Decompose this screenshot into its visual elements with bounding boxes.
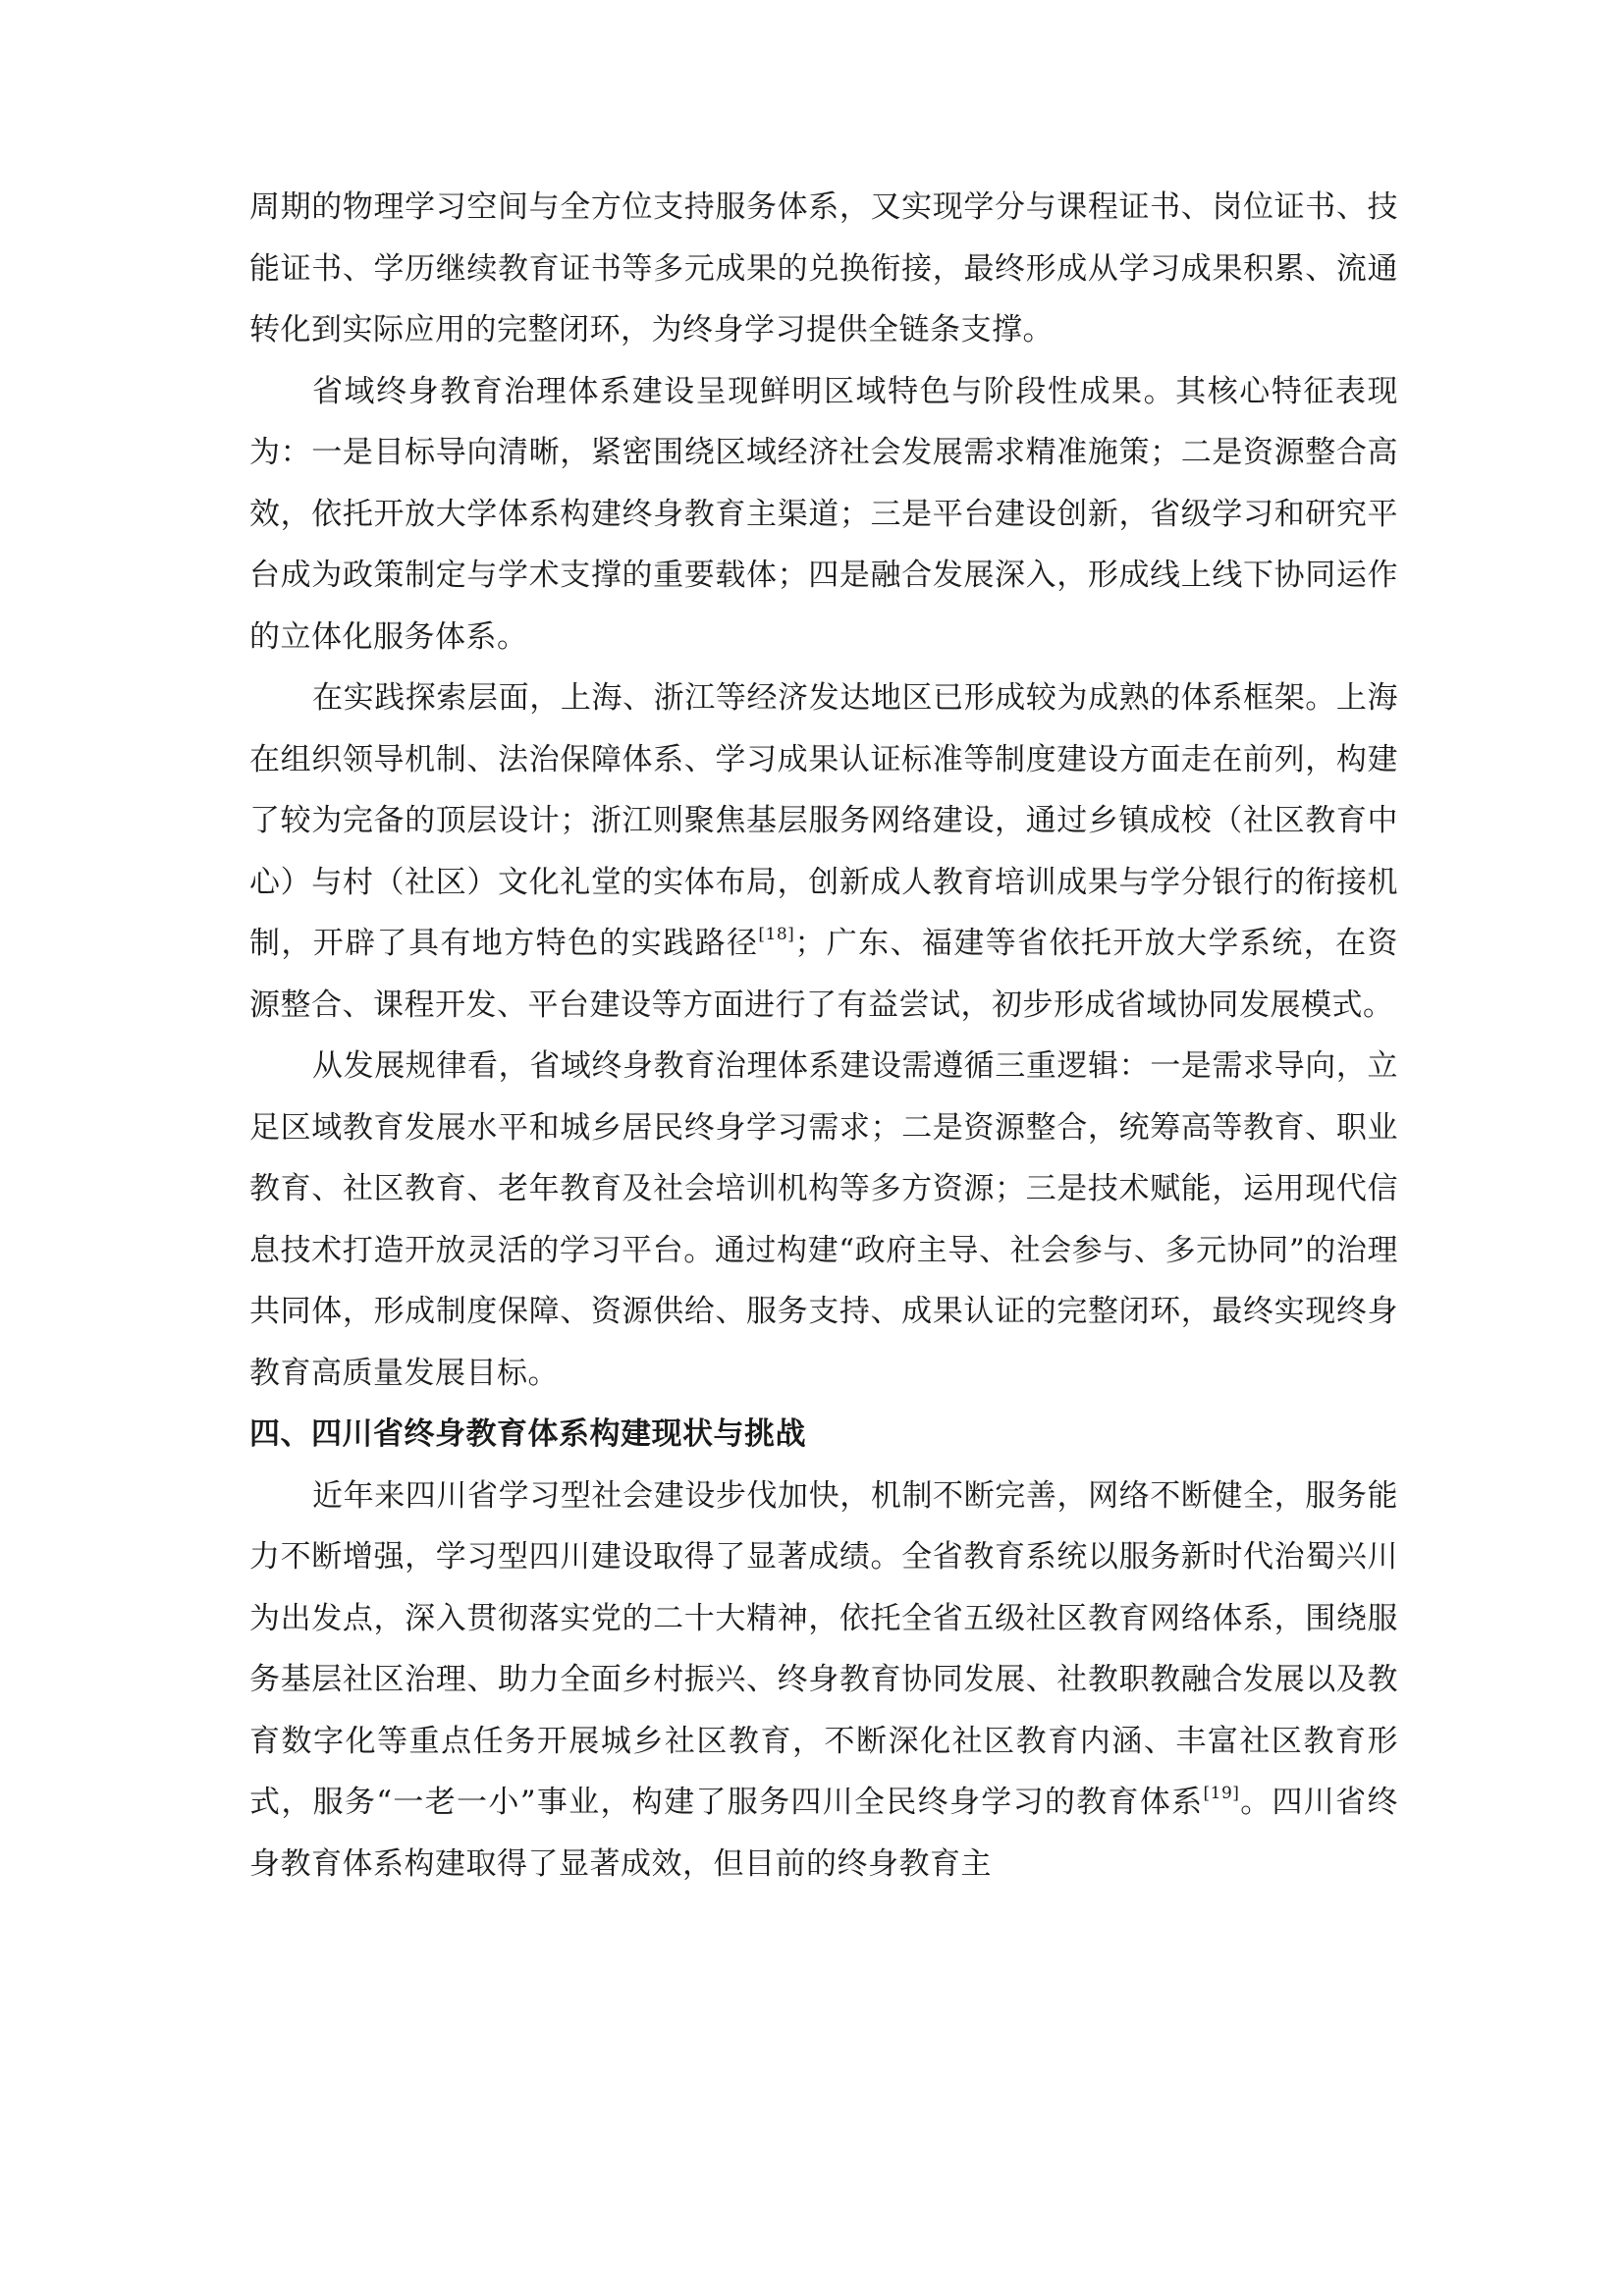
paragraph-p5 xyxy=(249,1466,1398,1896)
paragraph-p4 xyxy=(249,1036,1398,1404)
citation-reference: [19] xyxy=(1203,1784,1240,1803)
paragraph-text: 。四川省终身教育体系构建取得了显著成效，但目前的终身教育主 xyxy=(249,1785,1399,1882)
paragraph-text: 省域终身教育治理体系建设呈现鲜明区域特色与阶段性成果。其核心特征表现为：一是目标导向清晰，紧密围绕区域经济社会发展需求精准施策；二是资源整合高效，依托开放大学体系构建终身教育主渠道；三是平台建设创新，省级学习和研究平台成为政策制定与学术支撑的重要载体；四是融合发展深入，形成线上线下协同运作的立体化服务体系。 xyxy=(249,373,1398,655)
paragraph-text: 从发展规律看，省域终身教育治理体系建设需遵循三重逻辑：一是需求导向，立足区域教育发展水平和城乡居民终身学习需求；二是资源整合，统筹高等教育、职业教育、社区教育、老年教育及社会培训机构等多方资源；三是技术赋能，运用现代信息技术打造开放灵活的学习平台。通过构建“政府主导、社会参与、多元协同”的治理共同体，形成制度保障、资源供给、服务支持、成果认证的完整闭环，最终实现终身教育高质量发展目标。 xyxy=(249,1048,1398,1391)
paragraph-text: 近年来四川省学习型社会建设步伐加快，机制不断完善，网络不断健全，服务能力不断增强，学习型四川建设取得了显著成绩。全省教育系统以服务新时代治蜀兴川为出发点，深入贯彻落实党的二十大精神，依托全省五级社区教育网络体系，围绕服务基层社区治理、助力全面乡村振兴、终身教育协同发展、社教职教融合发展以及教育数字化等重点任务开展城乡社区教育，不断深化社区教育内涵、丰富社区教育形式，服务“一老一小”事业，构建了服务四川全民终身学习的教育体系 xyxy=(249,1477,1398,1820)
paragraph-text: 周期的物理学习空间与全方位支持服务体系，又实现学分与课程证书、岗位证书、技能证书、学历继续教育证书等多元成果的兑换衔接，最终形成从学习成果积累、流通转化到实际应用的完整闭环，为终身学习提供全链条支撑。 xyxy=(249,189,1398,347)
document-page xyxy=(249,177,1398,1895)
paragraph-text: ；广东、福建等省依托开放大学系统，在资源整合、课程开发、平台建设等方面进行了有益尝试，初步形成省域协同发展模式。 xyxy=(249,926,1399,1023)
body-text-before-heading xyxy=(249,177,1398,1404)
paragraph-p2 xyxy=(249,361,1398,668)
citation-reference: [18] xyxy=(758,925,795,944)
paragraph-text: 在实践探索层面，上海、浙江等经济发达地区已形成较为成熟的体系框架。上海在组织领导机制、法治保障体系、学习成果认证标准等制度建设方面走在前列，构建了较为完备的顶层设计；浙江则聚焦基层服务网络建设，通过乡镇成校（社区教育中心）与村（社区）文化礼堂的实体布局，创新成人教育培训成果与学分银行的衔接机制，开辟了具有地方特色的实践路径 xyxy=(249,680,1398,961)
paragraph-p1 xyxy=(249,177,1398,361)
body-text-after-heading xyxy=(249,1466,1398,1896)
section-heading: 四、四川省终身教育体系构建现状与挑战 xyxy=(249,1416,806,1452)
paragraph-p3 xyxy=(249,667,1398,1036)
